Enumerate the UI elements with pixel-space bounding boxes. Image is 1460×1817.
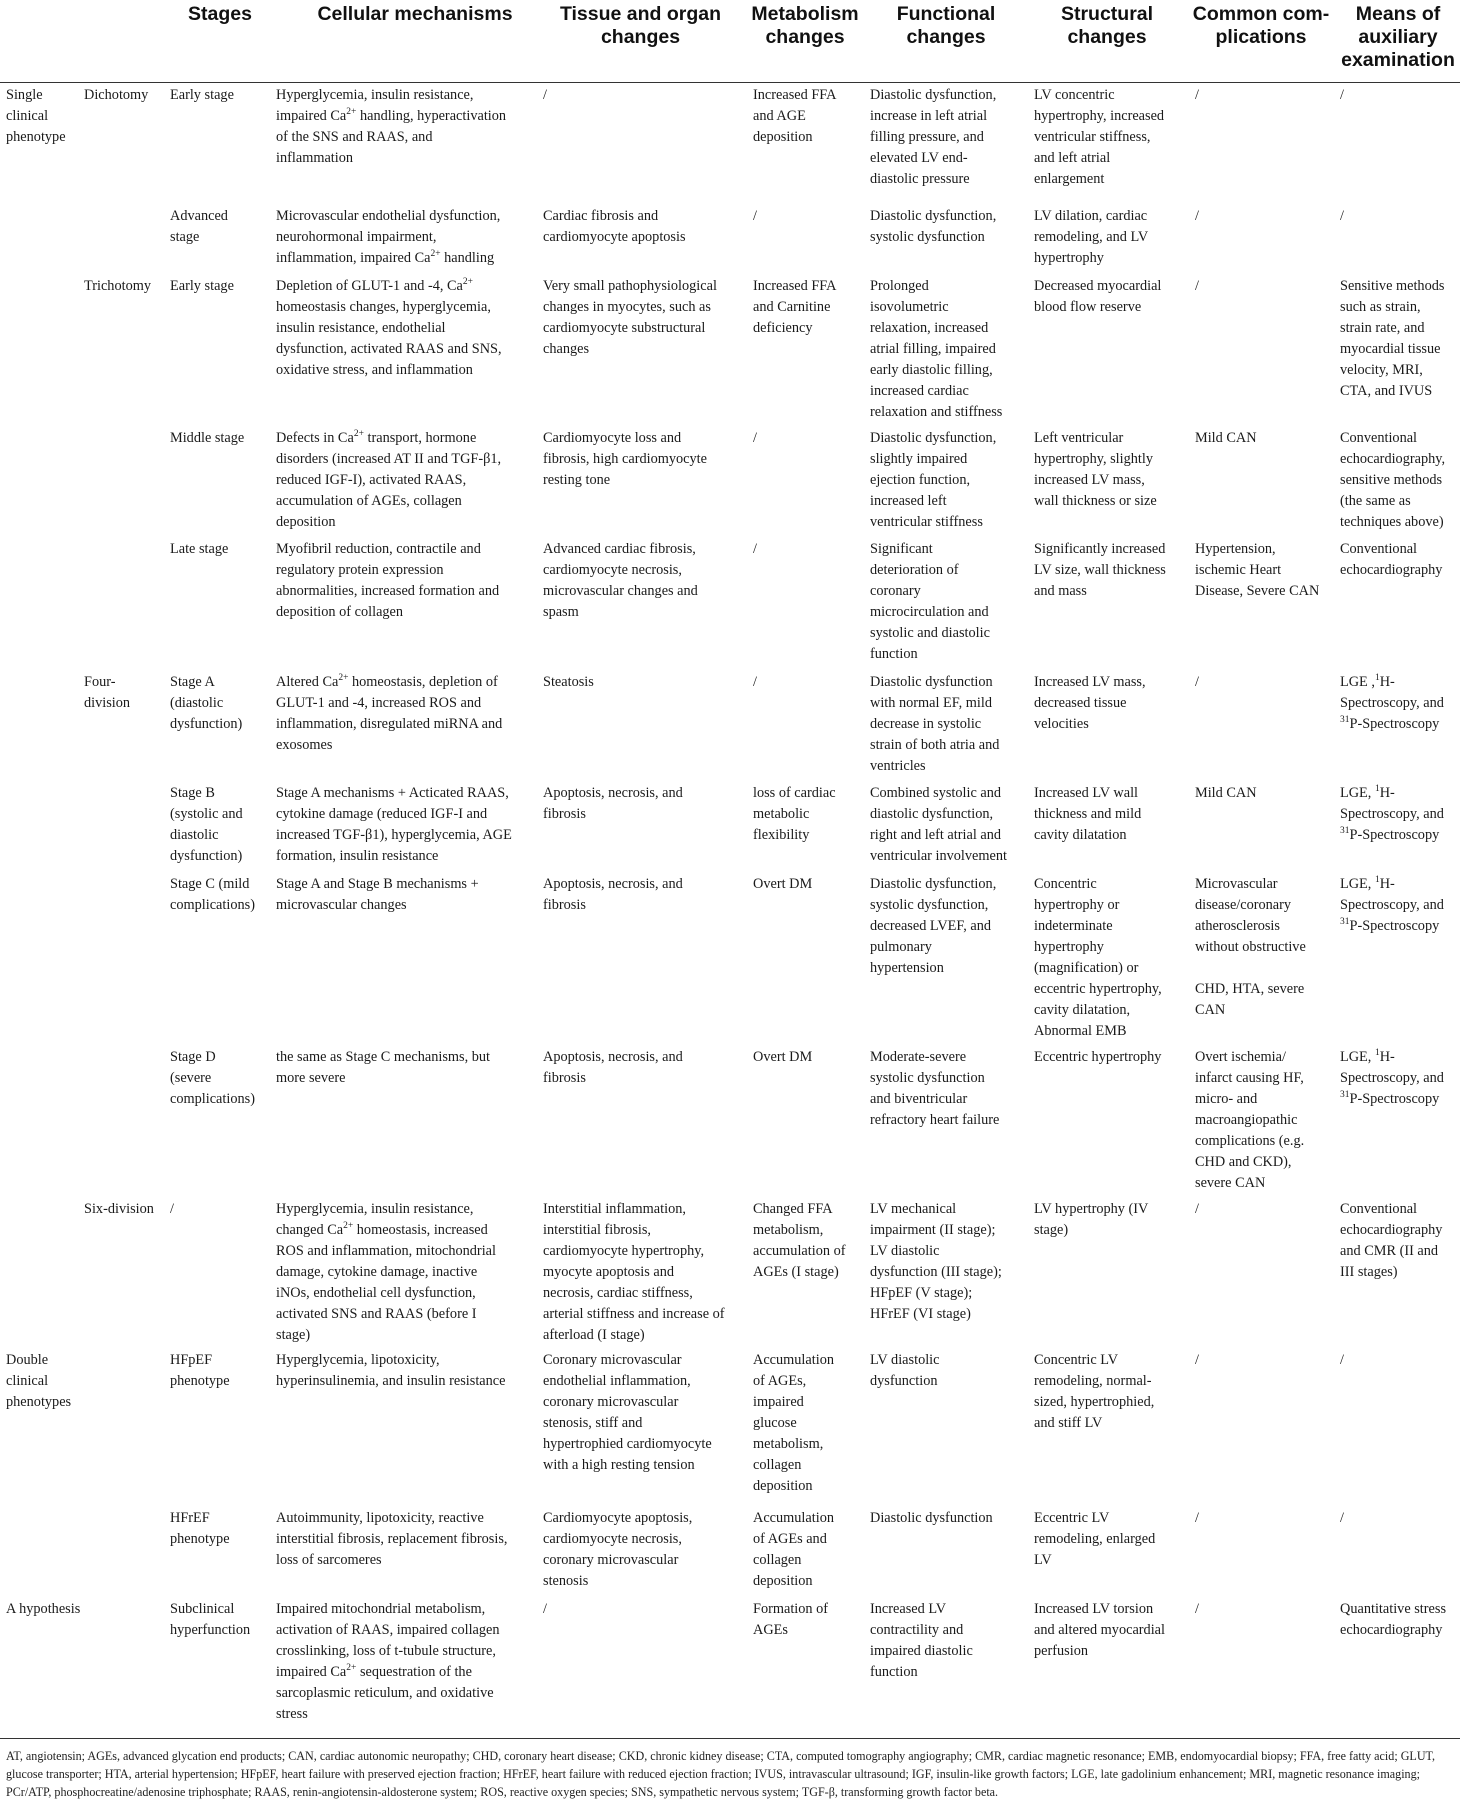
cell-hyp-aux: Quantitative stress echocardiography <box>1340 1601 1447 1638</box>
cell-hfpef-comp: / <box>1195 1352 1199 1368</box>
cell-hfpef-struct: Concentric LV remodeling, normal- sized, hypertrophied, and stiff LV <box>1034 1352 1155 1431</box>
cell-tri-late-func: Significant deterioration of coronary microcirculation and systolic and diastolic function <box>870 541 990 662</box>
cell-four-a-comp: / <box>1195 674 1199 690</box>
cell-dich-adv: Advanced stage <box>170 208 228 245</box>
cell-six-struct: LV hypertrophy (IV stage) <box>1034 1201 1149 1238</box>
cell-tri-late-cell: Myofibril reduction, contractile and regulatory protein expression abnormalities, increased formation and deposition of collagen <box>276 541 500 620</box>
cell-four-a-met: / <box>753 674 757 690</box>
header-common-complications: Common complications <box>1192 3 1330 48</box>
cell-tri-mid-aux: Conventional echocardiography, sensitive methods (the same as techniques above) <box>1340 430 1446 530</box>
cell-dich-early-struct: LV concentric hypertrophy, increased ventricular stiffness, and left atrial enlargement <box>1034 87 1165 187</box>
cell-hfref: HFrEF phenotype <box>170 1510 230 1547</box>
cell-tri-mid-func: Diastolic dysfunction, slightly impaired ejection function, increased left ventricular stiffness <box>870 430 997 530</box>
cell-four-d-func: Moderate-severe systolic dysfunction and biventricular refractory heart failure <box>870 1049 1000 1128</box>
cell-hfref-tissue: Cardiomyocyte apoptosis, cardiomyocyte necrosis, coronary microvascular stenosis <box>543 1510 693 1589</box>
cell-dich-early-func: Diastolic dysfunction, increase in left atrial filling pressure, and elevated LV end- diastolic pressure <box>870 87 997 187</box>
cell-hfpef-aux: / <box>1340 1352 1344 1368</box>
cell-hfpef-tissue: Coronary microvascular endothelial inflammation, coronary microvascular stenosis, stiff and hypertrophied cardiomyocyte with a high resting tension <box>543 1352 712 1473</box>
cell-dich-early-comp: / <box>1195 87 1199 103</box>
cell-four-b-tissue: Apoptosis, necrosis, and fibrosis <box>543 785 683 822</box>
cell-tri-mid-met: / <box>753 430 757 446</box>
cell-tri-mid-comp: Mild CAN <box>1195 430 1257 446</box>
cell-four-b-cell: Stage A mechanisms + Acticated RAAS, cytokine damage (reduced IGF-I and increased TGF-β1), hyperglycemia, AGE formation, insulin resistance <box>276 785 512 864</box>
cell-tri-late-comp: Hypertension, ischemic Heart Disease, Severe CAN <box>1195 541 1320 599</box>
cell-dich-adv-struct: LV dilation, cardiac remodeling, and LV hypertrophy <box>1034 208 1149 266</box>
cell-hyp-comp: / <box>1195 1601 1199 1617</box>
cell-four-c: Stage C (mild complications) <box>170 876 255 913</box>
cell-four-a-cell: Altered $Ca^{2+}$ homeostasis, depletion of GLUT-1 and -4, increased ROS and inflammation, disregulated miRNA and exosomes <box>276 673 503 753</box>
cell-hfref-comp: / <box>1195 1510 1199 1526</box>
cell-six-division: Six-division <box>84 1201 154 1217</box>
header-stages: Stages <box>188 3 252 25</box>
cell-tri-mid: Middle stage <box>170 430 245 446</box>
header-rule <box>0 82 1460 83</box>
table-header <box>0 0 1460 82</box>
cell-four-c-comp: Microvascular disease/coronary atherosclerosis without obstructive CHD, HTA, severe CAN <box>1195 876 1306 1018</box>
cell-four-d-aux: LGE, $^1$H- Spectroscopy, and $^{31}$P-Spectroscopy <box>1340 1048 1444 1107</box>
cell-dich-adv-tissue: Cardiac fibrosis and cardiomyocyte apoptosis <box>543 208 686 245</box>
cell-dich-early-cell: Hyperglycemia, insulin resistance, impaired $Ca^{2+}$ handling, hyperactivation of the SNS and RAAS, and inflammation <box>276 87 507 166</box>
cell-four-c-func: Diastolic dysfunction, systolic dysfunction, decreased LVEF, and pulmonary hypertension <box>870 876 997 976</box>
cell-tri-early-struct: Decreased myocardial blood flow reserve <box>1034 278 1162 315</box>
cell-four-c-struct: Concentric hypertrophy or indeterminate hypertrophy (magnification) or eccentric hypertrophy, cavity dilatation, Abnormal EMB <box>1034 876 1162 1039</box>
cell-four-a-tissue: Steatosis <box>543 674 594 690</box>
header-structural-changes: Structural changes <box>1060 3 1154 48</box>
cell-tri-mid-tissue: Cardiomyocyte loss and fibrosis, high cardiomyocyte resting tone <box>543 430 707 488</box>
cell-tri-early-comp: / <box>1195 278 1199 294</box>
cell-hypothesis: A hypothesis <box>6 1601 81 1617</box>
cell-four-c-tissue: Apoptosis, necrosis, and fibrosis <box>543 876 683 913</box>
cell-dich-adv-cell: Microvascular endothelial dysfunction, neurohormonal impairment, inflammation, impaired $Ca^{2+}$ handling <box>276 208 501 266</box>
cell-four-a: Stage A (diastolic dysfunction) <box>170 674 243 732</box>
cell-four-d-comp: Overt ischemia/ infarct causing HF, micro- and macroangiopathic complications (e.g. CHD and CKD), severe CAN <box>1195 1049 1305 1191</box>
cell-six-aux: Conventional echocardiography and CMR (II and III stages) <box>1340 1201 1443 1280</box>
cell-four-d-struct: Eccentric hypertrophy <box>1034 1049 1162 1065</box>
cell-four-b-met: loss of cardiac metabolic flexibility <box>753 785 836 843</box>
cell-hfpef-func: LV diastolic dysfunction <box>870 1352 940 1389</box>
cell-hfpef: HFpEF phenotype <box>170 1352 230 1389</box>
cell-dich-adv-aux: / <box>1340 208 1344 224</box>
cell-hfref-cell: Autoimmunity, lipotoxicity, reactive interstitial fibrosis, replacement fibrosis, loss of sarcomeres <box>276 1510 508 1568</box>
cell-dich-early-met: Increased FFA and AGE deposition <box>753 87 837 145</box>
cell-tri-late-met: / <box>753 541 757 557</box>
cell-tri-late-struct: Significantly increased LV size, wall thickness and mass <box>1034 541 1166 599</box>
cell-four-a-func: Diastolic dysfunction with normal EF, mild decrease in systolic strain of both atria and ventricles <box>870 674 1000 774</box>
cell-trichotomy: Trichotomy <box>84 278 151 294</box>
cell-hfref-func: Diastolic dysfunction <box>870 1510 993 1526</box>
cell-four-b-comp: Mild CAN <box>1195 785 1257 801</box>
cell-hyp-met: Formation of AGEs <box>753 1601 829 1638</box>
cell-dich-adv-met: / <box>753 208 757 224</box>
cell-tri-mid-struct: Left ventricular hypertrophy, slightly increased LV mass, wall thickness or size <box>1034 430 1157 509</box>
cell-four-a-struct: Increased LV mass, decreased tissue velocities <box>1034 674 1146 732</box>
cell-four-c-cell: Stage A and Stage B mechanisms + microvascular changes <box>276 876 479 913</box>
header-functional-changes: Functional changes <box>896 3 996 48</box>
cell-hfref-struct: Eccentric LV remodeling, enlarged LV <box>1034 1510 1156 1568</box>
cell-six-cell: Hyperglycemia, insulin resistance, changed $Ca^{2+}$ homeostasis, increased ROS and inflammation, mitochondrial damage, cytokine damage, inactive iNOs, endothelial cell dysfunction, activated SNS and RAAS (before I stage) <box>276 1201 496 1343</box>
cell-tri-late: Late stage <box>170 541 229 557</box>
cell-four-division: Four- division <box>84 674 131 711</box>
cell-hfref-met: Accumulation of AGEs and collagen deposition <box>753 1510 834 1589</box>
cell-four-b-struct: Increased LV wall thickness and mild cavity dilatation <box>1034 785 1142 843</box>
cell-hyp-func: Increased LV contractility and impaired diastolic function <box>870 1601 973 1680</box>
cell-tri-early-tissue: Very small pathophysiological changes in myocytes, such as cardiomyocyte substructural changes <box>543 278 717 357</box>
cell-hyp-cell: Impaired mitochondrial metabolism, activation of RAAS, impaired collagen crosslinking, loss of t-tubule structure, impaired $Ca^{2+}$ sequestration of the sarcoplasmic reticulum, and oxidative stress <box>276 1601 500 1722</box>
cell-four-d: Stage D (severe complications) <box>170 1049 255 1107</box>
cell-six-func: LV mechanical impairment (II stage); LV diastolic dysfunction (III stage); HFpEF (V stage); HFrEF (VI stage) <box>870 1201 1002 1322</box>
header-tissue-organ-changes: Tissue and organ changes <box>559 3 722 48</box>
cell-tri-late-aux: Conventional echocardiography <box>1340 541 1443 578</box>
cell-four-d-tissue: Apoptosis, necrosis, and fibrosis <box>543 1049 683 1086</box>
cell-tri-late-tissue: Advanced cardiac fibrosis, cardiomyocyte necrosis, microvascular changes and spasm <box>543 541 698 620</box>
cell-four-d-cell: the same as Stage C mechanisms, but more severe <box>276 1049 491 1086</box>
cell-dich-adv-func: Diastolic dysfunction, systolic dysfunction <box>870 208 997 245</box>
cell-single-phenotype: Single clinical phenotype <box>6 87 66 145</box>
cell-six-stage: / <box>170 1201 174 1217</box>
cell-double-phenotypes: Double clinical phenotypes <box>6 1352 72 1410</box>
cell-six-comp: / <box>1195 1201 1199 1217</box>
table-bottom-rule <box>0 1738 1460 1739</box>
cell-subclinical: Subclinical hyperfunction <box>170 1601 251 1638</box>
cell-dich-early-aux: / <box>1340 87 1344 103</box>
cell-six-tissue: Interstitial inflammation, interstitial fibrosis, cardiomyocyte hypertrophy, myocyte apoptosis and necrosis, cardiac stiffness, arterial stiffness and increase of afterload (I stage) <box>543 1201 725 1343</box>
header-auxiliary-examination: Means of auxiliary examination <box>1341 3 1455 71</box>
cell-dich-early: Early stage <box>170 87 234 103</box>
cell-dichotomy: Dichotomy <box>84 87 149 103</box>
cell-hfpef-met: Accumulation of AGEs, impaired glucose metabolism, collagen deposition <box>753 1352 834 1494</box>
table-footnote: AT, angiotensin; AGEs, advanced glycation end products; CAN, cardiac autonomic neuropathy; CHD, coronary heart disease; CKD, chronic kidney disease; CTA, computed tomography angiography; CMR, cardiac magnetic resonance; EMB, endomyocardial biopsy; FFA, free fatty acid; GLUT, glucose transporter; HTA, arterial hypertension; HFpEF, heart failure with preserved ejection fraction; HFrEF, heart failure with reduced ejection fraction; IVUS, intravascular ultrasound; IGF, insulin-like growth factors; LGE, late gadolinium enhancement; MRI, magnetic resonance imaging; PCr/ATP, phosphocreatine/adenosine triphosphate; RAAS, renin-angiotensin-aldosterone system; ROS, reactive oxygen species; SNS, sympathetic nervous system; TGF-β, transforming growth factor beta. <box>6 1749 1436 1799</box>
cell-four-c-met: Overt DM <box>753 876 813 892</box>
cell-dich-adv-comp: / <box>1195 208 1199 224</box>
cell-six-met: Changed FFA metabolism, accumulation of AGEs (I stage) <box>753 1201 846 1280</box>
cell-four-b-func: Combined systolic and diastolic dysfunction, right and left atrial and ventricular involvement <box>870 785 1007 864</box>
cell-four-b-aux: LGE, $^1$H- Spectroscopy, and $^{31}$P-Spectroscopy <box>1340 784 1444 843</box>
cell-dich-early-tissue: / <box>543 87 547 103</box>
cell-hfpef-cell: Hyperglycemia, lipotoxicity, hyperinsulinemia, and insulin resistance <box>276 1352 506 1389</box>
cell-tri-early-met: Increased FFA and Carnitine deficiency <box>753 278 837 336</box>
cell-four-c-aux: LGE, $^1$H- Spectroscopy, and $^{31}$P-Spectroscopy <box>1340 875 1444 934</box>
cell-four-a-aux: LGE ,$^1$H- Spectroscopy, and $^{31}$P-Spectroscopy <box>1340 673 1444 732</box>
cell-hyp-tissue: / <box>543 1601 547 1617</box>
cell-hyp-struct: Increased LV torsion and altered myocardial perfusion <box>1034 1601 1165 1659</box>
cell-tri-mid-cell: Defects in $Ca^{2+}$ transport, hormone disorders (increased AT II and TGF-β1, reduced IGF-I), activated RAAS, accumulation of AGEs, collagen deposition <box>276 429 502 530</box>
header-cellular-mechanisms: Cellular mechanisms <box>317 3 513 25</box>
header-metabolism-changes: Metabolism changes <box>751 3 859 48</box>
cell-tri-early-aux: Sensitive methods such as strain, strain rate, and myocardial tissue velocity, MRI, CTA, and IVUS <box>1340 278 1445 399</box>
cell-tri-early: Early stage <box>170 278 234 294</box>
cell-hfref-aux: / <box>1340 1510 1344 1526</box>
cell-tri-early-func: Prolonged isovolumetric relaxation, increased atrial filling, impaired early diastolic filling, increased cardiac relaxation and stiffness <box>870 278 1003 420</box>
cell-four-b: Stage B (systolic and diastolic dysfunction) <box>170 785 243 864</box>
cell-four-d-met: Overt DM <box>753 1049 813 1065</box>
cell-tri-early-cell: Depletion of GLUT-1 and -4, $Ca^{2+}$ homeostasis changes, hyperglycemia, insulin resistance, endothelial dysfunction, activated RAAS and SNS, oxidative stress, and inflammation <box>276 277 502 378</box>
